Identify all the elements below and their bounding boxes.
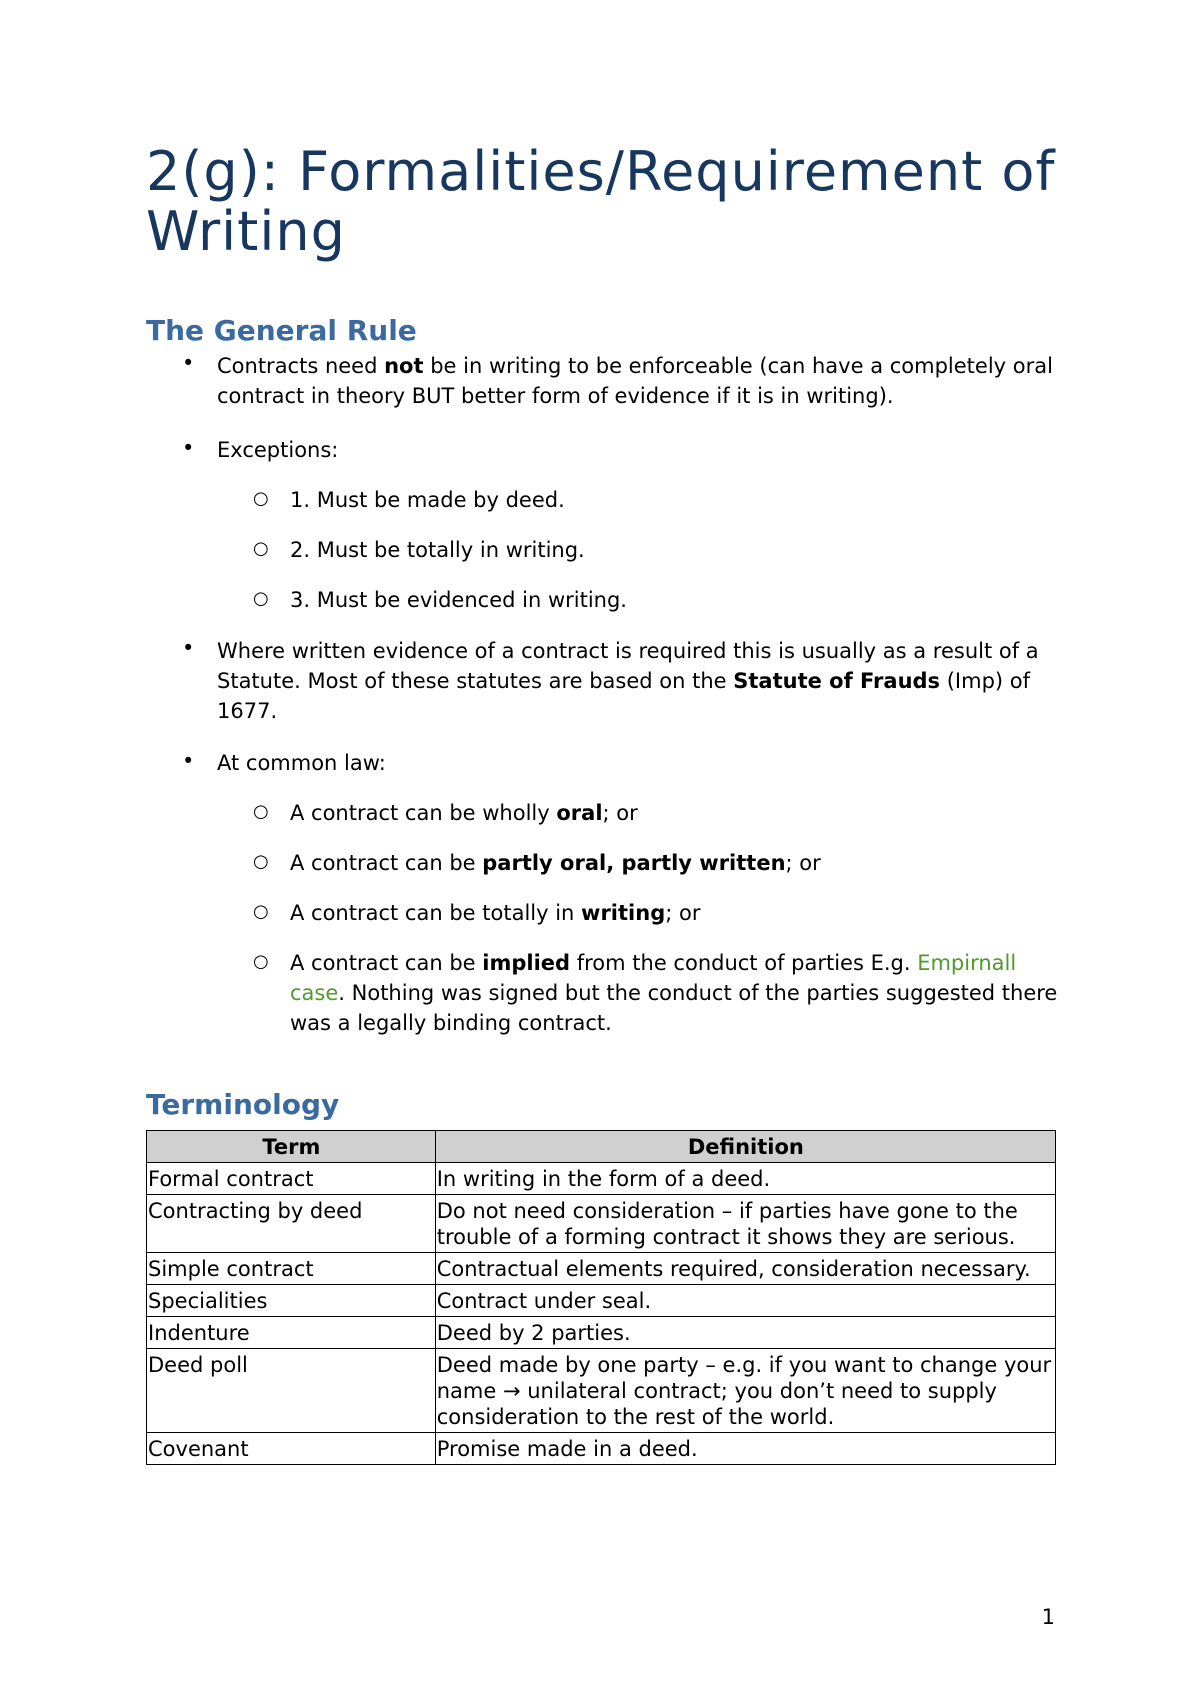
table-header-row [147,1131,1056,1163]
text-run: Where written evidence of a contract is required this is usually as a result of a Statute. Most of these statutes are based on the [217,639,1039,693]
definition-cell: Contractual elements required, consideration necessary. [435,1253,1055,1285]
text-run: from the conduct of parties E.g. [570,951,918,975]
exception-item: 1. Must be made by deed. [290,488,565,512]
table-row [147,1433,1056,1465]
column-header-term: Term [147,1131,436,1163]
text-run: A contract can be totally in [290,901,582,925]
case-link[interactable]: Empirnall case [290,951,1017,1005]
circle-bullet-icon: ○ [253,901,269,922]
circle-bullet-icon: ○ [253,951,269,972]
common-law-item [290,848,1070,878]
text-run: A contract can be wholly [290,801,557,825]
definition-cell: Do not need consideration – if parties have gone to the trouble of a forming contract it shows they are serious. [435,1195,1055,1253]
text-run: ; or [602,801,638,825]
page-number: 1 [1041,1605,1055,1629]
circle-bullet-icon: ○ [253,851,269,872]
bold-text: partly oral, partly written [482,851,786,875]
term-cell: Covenant [147,1433,436,1465]
terminology-table [146,1130,1056,1465]
term-cell: Specialities [147,1285,436,1317]
exception-item: 3. Must be evidenced in writing. [290,588,627,612]
definition-cell: Deed made by one party – e.g. if you want to change your name → unilateral contract; you don’t need to supply consideration to the rest of the world. [435,1349,1055,1433]
text-run: A contract can be [290,851,483,875]
general-rule-heading: The General Rule [146,314,417,347]
bold-text: writing [581,901,666,925]
circle-bullet-icon: ○ [253,588,269,609]
table-row [147,1253,1056,1285]
page-title: 2(g): Formalities/Requirement of Writing [146,140,1056,263]
bold-text: Statute of Frauds [733,669,941,693]
general-rule-item-1 [217,351,1067,411]
table-row [147,1349,1056,1433]
text-run: ; or [665,901,701,925]
bullet-icon: • [182,749,195,773]
common-law-item [290,798,1070,828]
common-law-item [290,948,1070,1038]
bullet-icon: • [182,636,195,660]
definition-cell: Promise made in a deed. [435,1433,1055,1465]
term-cell: Indenture [147,1317,436,1349]
table-row [147,1317,1056,1349]
general-rule-item-3 [217,636,1067,726]
text-run: A contract can be [290,951,483,975]
bullet-icon: • [182,436,195,460]
common-law-item [290,898,1070,928]
column-header-definition: Definition [435,1131,1055,1163]
general-rule-item-4: At common law: [217,751,386,775]
text-run: (Imp) of 1677. [217,669,1031,723]
terminology-heading: Terminology [146,1088,340,1121]
term-cell: Formal contract [147,1163,436,1195]
circle-bullet-icon: ○ [253,801,269,822]
definition-cell: Contract under seal. [435,1285,1055,1317]
table-row [147,1195,1056,1253]
general-rule-item-2: Exceptions: [217,438,339,462]
bullet-icon: • [182,351,195,375]
term-cell: Simple contract [147,1253,436,1285]
text-run: ; or [785,851,821,875]
circle-bullet-icon: ○ [253,488,269,509]
definition-cell: Deed by 2 parties. [435,1317,1055,1349]
bold-text: oral [556,801,603,825]
text-run: . Nothing was signed but the conduct of the parties suggested there was a legally binding contract. [290,981,1058,1035]
definition-cell: In writing in the form of a deed. [435,1163,1055,1195]
table-row [147,1163,1056,1195]
circle-bullet-icon: ○ [253,538,269,559]
term-cell: Deed poll [147,1349,436,1433]
bold-text: not [384,354,424,378]
table-row [147,1285,1056,1317]
text-run: Contracts need [217,354,385,378]
bold-text: implied [482,951,571,975]
text-run: be in writing to be enforceable (can have a completely oral contract in theory BUT better form of evidence if it is in writing). [217,354,1053,408]
exception-item: 2. Must be totally in writing. [290,538,585,562]
term-cell: Contracting by deed [147,1195,436,1253]
